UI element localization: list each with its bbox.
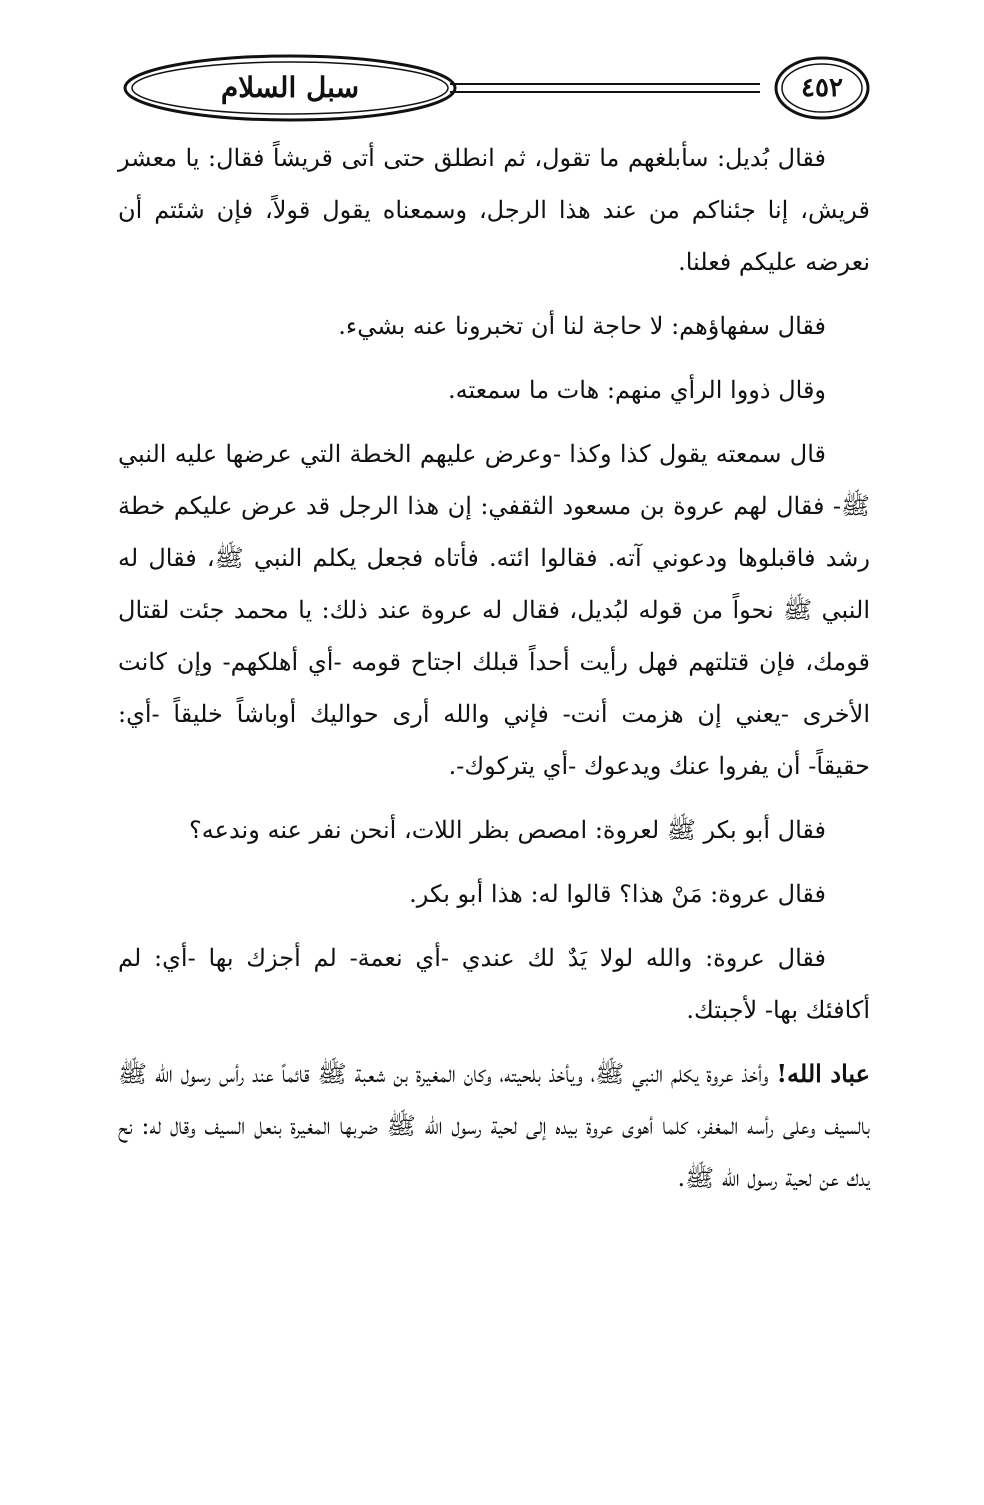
paragraph-text: فقال أبو بكر ﷺ لعروة: امصص بظر اللات، أنحن نفر عنه وندعه؟	[189, 816, 826, 844]
paragraph-text: وأخذ عروة يكلم النبي ﷺ، ويأخذ بلحيته، وكان المغيرة بن شعبة ﷺ قائماً عند رأس رسول الله ﷺ بالسيف وعلى رأسه المغفر، كلما أهوى عروة بيده إلى لحية رسول الله ﷺ ضربها المغيرة بنعل السيف وقال له: نح يدك عن لحية رسول الله ﷺ.	[118, 1060, 870, 1192]
paragraph-1	[118, 132, 870, 288]
paragraph-text: قال سمعته يقول كذا وكذا -وعرض عليهم الخطة التي عرضها عليه النبي ﷺ- فقال لهم عروة بن مسعود الثقفي: إن هذا الرجل قد عرض عليكم خطة رشد فاقبلوها ودعوني آته. فقالوا ائته. فأتاه فجعل يكلم النبي ﷺ، فقال له النبي ﷺ نحواً من قوله لبُديل، فقال له عروة عند ذلك: يا محمد جئت لقتال قومك، فإن قتلتهم فهل رأيت أحداً قبلك اجتاح قومه -أي أهلكهم- وإن كانت الأخرى -يعني إن هزمت أنت- فإني والله أرى حواليك أوباشاً خليقاً -أي: حقيقاً- أن يفروا عنك ويدعوك -أي يتركوك-.	[118, 440, 870, 780]
paragraph-3	[118, 364, 870, 416]
paragraph-6	[118, 868, 870, 920]
paragraph-7	[118, 932, 870, 1036]
page-body	[118, 132, 870, 1204]
paragraph-text: فقال عروة: والله لولا يَدٌ لك عندي -أي نعمة- لم أجزك بها -أي: لم أكافئك بها- لأجبتك.	[118, 944, 870, 1024]
book-title: سبل السلام	[220, 71, 360, 104]
paragraph-lead: عباد الله!	[776, 1059, 870, 1088]
paragraph-text: فقال بُديل: سأبلغهم ما تقول، ثم انطلق حتى أتى قريشاً فقال: يا معشر قريش، إنا جئناكم من عند هذا الرجل، وسمعناه يقول قولاً، فإن شئتم أن نعرضه عليكم فعلنا.	[118, 144, 870, 276]
paragraph-5	[118, 804, 870, 856]
paragraph-text: فقال عروة: مَنْ هذا؟ قالوا له: هذا أبو بكر.	[409, 880, 826, 908]
paragraph-text: فقال سفهاؤهم: لا حاجة لنا أن تخبرونا عنه بشيء.	[338, 312, 826, 340]
page-number: ٤٥٢	[801, 73, 843, 103]
paragraph-2	[118, 300, 870, 352]
paragraph-4	[118, 428, 870, 792]
paragraph-text: وقال ذووا الرأي منهم: هات ما سمعته.	[447, 376, 826, 404]
page-header	[120, 52, 872, 124]
paragraph-8	[118, 1048, 870, 1204]
